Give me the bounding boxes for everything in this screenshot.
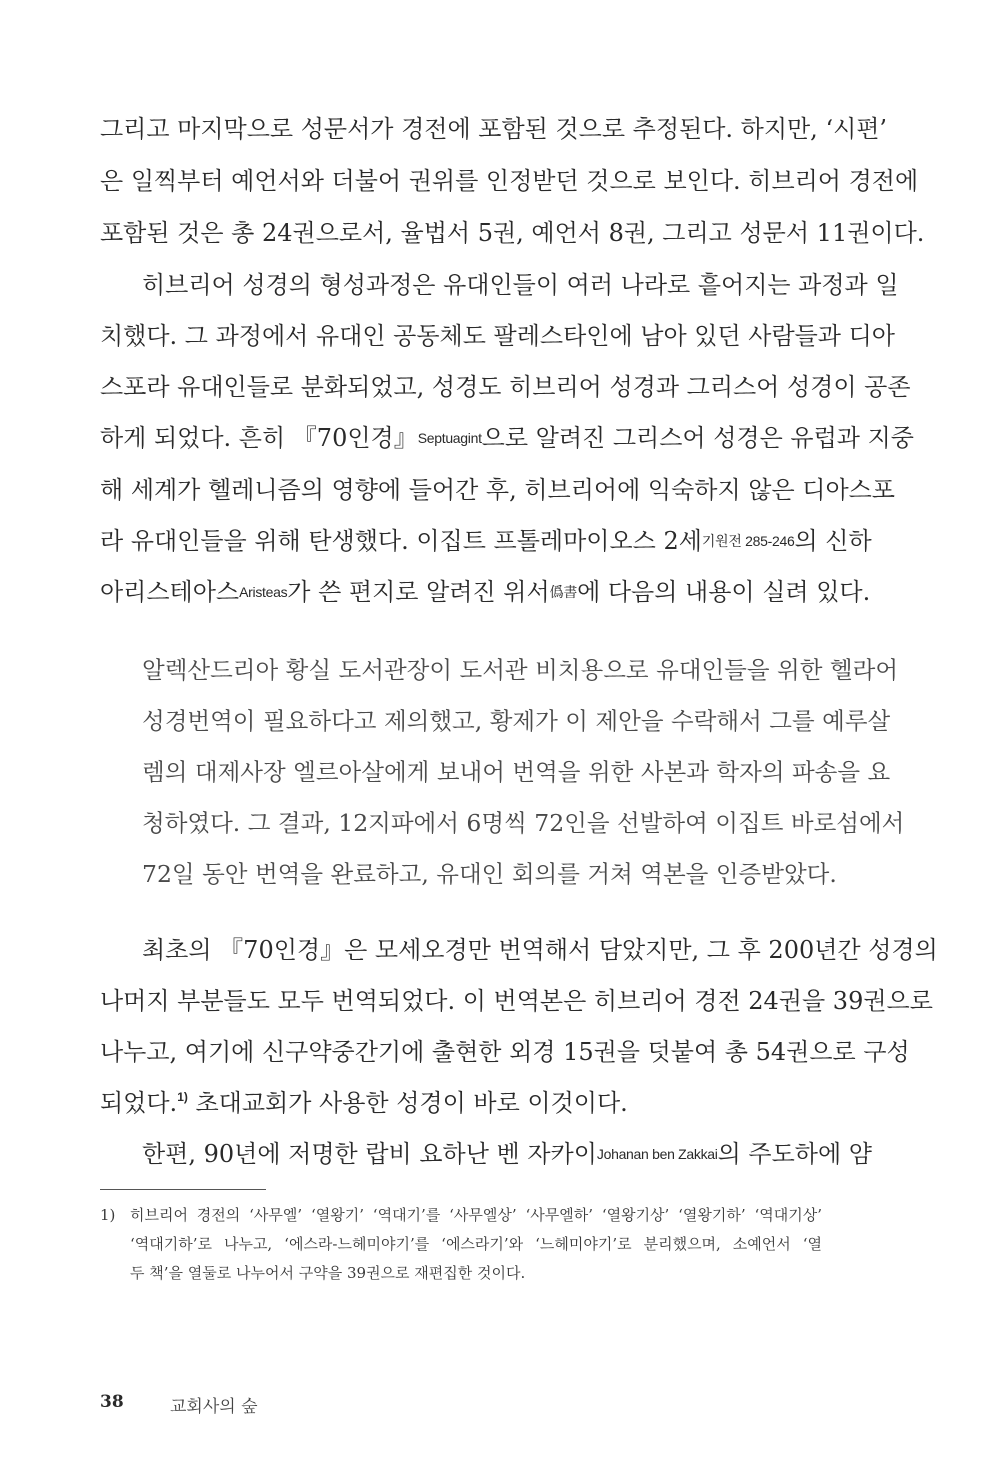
body-line: 히브리어 성경의 형성과정은 유대인들이 여러 나라로 흩어지는 과정과 일 [142, 271, 899, 299]
body-text: 되었다. [100, 1089, 178, 1117]
gloss-aristeas: Aristeas [239, 584, 288, 600]
body-text: 의 주도하에 얌 [717, 1140, 872, 1168]
body-line [100, 1085, 822, 1125]
quote-line: 72일 동안 번역을 완료하고, 유대인 회의를 거쳐 역본을 인증받았다. [142, 860, 837, 888]
body-line: 나머지 부분들도 모두 번역되었다. 이 번역본은 히브리어 경전 24권을 39권으로 [100, 987, 933, 1015]
body-line: 해 세계가 헬레니즘의 영향에 들어간 후, 히브리어에 익숙하지 않은 디아스포 [100, 476, 895, 504]
body-line [100, 420, 914, 459]
body-line: 나누고, 여기에 신구약중간기에 출현한 외경 15권을 덧붙여 총 54권으로 구성 [100, 1038, 910, 1066]
quote-line: 성경번역이 필요하다고 제의했고, 황제가 이 제안을 수락해서 그를 예루살 [142, 707, 891, 735]
body-text: 한편, 90년에 저명한 랍비 요하난 벤 자카이 [142, 1140, 597, 1168]
quote-line: 렘의 대제사장 엘르아살에게 보내어 번역을 위한 사본과 학자의 파송을 요 [142, 758, 891, 786]
body-text: 하게 되었다. 흔히 『70인경』 [100, 424, 418, 452]
body-line: 스포라 유대인들로 분화되었고, 성경도 히브리어 성경과 그리스어 성경이 공존 [100, 373, 911, 401]
quote-line: 알렉산드리아 황실 도서관장이 도서관 비치용으로 유대인들을 위한 헬라어 [142, 656, 899, 684]
footnote-line: 히브리어 경전의 ‘사무엘’ ‘열왕기’ ‘역대기’를 ‘사무엘상’ ‘사무엘하’ ‘열왕기상’ ‘열왕기하’ ‘역대기상’ [130, 1206, 822, 1224]
body-text: 에 다음의 내용이 실려 있다. [577, 578, 871, 606]
gloss-johanan: Johanan ben Zakkai [596, 1146, 718, 1162]
gloss-septuagint: Septuagint [417, 430, 482, 446]
body-text: 의 신하 [794, 527, 872, 555]
body-line [100, 574, 871, 613]
body-line [100, 523, 872, 562]
page-number: 38 [100, 1392, 124, 1412]
footnote-line: ‘역대기하’로 나누고, ‘에스라-느헤미야기’를 ‘에스라기’와 ‘느헤미야기’로 분리했으며, 소예언서 ‘열 [130, 1235, 822, 1253]
body-text: 라 유대인들을 위해 탄생했다. 이집트 프톨레마이오스 2세 [100, 527, 702, 555]
footnote-divider [100, 1189, 266, 1190]
footnote-ref[interactable]: 1) [177, 1090, 188, 1104]
body-text: 으로 알려진 그리스어 성경은 유럽과 지중 [481, 424, 914, 452]
body-line: 치했다. 그 과정에서 유대인 공동체도 팔레스타인에 남아 있던 사람들과 디아 [100, 322, 895, 350]
book-title: 교회사의 숲 [170, 1397, 258, 1417]
gloss-hanja: 僞書 [549, 584, 578, 600]
gloss-date: 기원전 285-246 [701, 533, 795, 549]
body-line: 은 일찍부터 예언서와 더불어 권위를 인정받던 것으로 보인다. 히브리어 경전에 [100, 167, 919, 195]
footnote-line: 두 책’을 열둘로 나누어서 구약을 39권으로 재편집한 것이다. [130, 1264, 526, 1282]
body-text: 가 쓴 편지로 알려진 위서 [287, 578, 550, 606]
body-line: 최초의 『70인경』은 모세오경만 번역해서 담았지만, 그 후 200년간 성경의 [142, 936, 938, 964]
body-text: 아리스테아스 [100, 578, 240, 606]
body-text: 초대교회가 사용한 성경이 바로 이것이다. [187, 1089, 628, 1117]
quote-line: 청하였다. 그 결과, 12지파에서 6명씩 72인을 선발하여 이집트 바로섬에서 [142, 809, 905, 837]
body-line: 포함된 것은 총 24권으로서, 율법서 5권, 예언서 8권, 그리고 성문서 11권이다. [100, 219, 925, 247]
footnote-number: 1) [100, 1206, 116, 1224]
body-line [142, 1136, 872, 1175]
body-line: 그리고 마지막으로 성문서가 경전에 포함된 것으로 추정된다. 하지만, ‘시편’ [100, 115, 888, 143]
